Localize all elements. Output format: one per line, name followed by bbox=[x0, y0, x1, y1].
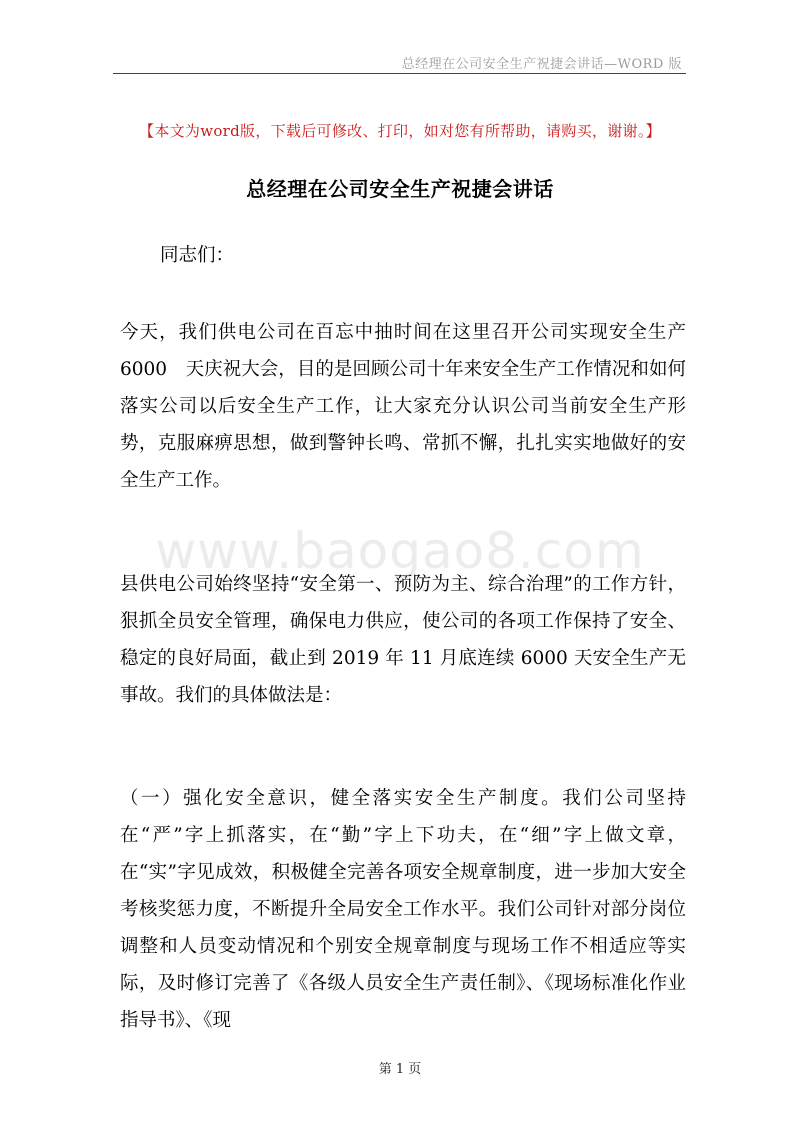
greeting: 同志们： bbox=[160, 245, 235, 266]
watermark: www.baogao8.com bbox=[155, 522, 645, 580]
running-header: 总经理在公司安全生产祝捷会讲话—WORD 版 bbox=[401, 57, 682, 72]
paragraph-3: （一）强化安全意识，健全落实安全生产制度。我们公司坚持在“严”字上抓落实，在“勤”字上下功夫，在“细”字上做文章，在“实”字见成效，积极健全完善各项安全规章制度，进一步加大安全考核奖惩力度，不断提升全局安全工作水平。我们公司针对部分岗位调整和人员变动情况和个别安全规章制度与现场工作不相适应等实际，及时修订完善了《各级人员安全生产责任制》、《现场标准化作业指导书》、《现 bbox=[120, 788, 686, 1031]
paragraph-1: 今天，我们供电公司在百忘中抽时间在这里召开公司实现安全生产6000 天庆祝大会，目的是回顾公司十年来安全生产工作情况和如何落实公司以后安全生产工作，让大家充分认识公司当前安全生产形势，克服麻痹思想，做到警钟长鸣、常抓不懈，扎扎实实地做好的安全生产工作。 bbox=[120, 322, 686, 491]
download-notice: 【本文为word版，下载后可修改、打印，如对您有所帮助，请购买，谢谢。】 bbox=[139, 122, 661, 140]
document-title: 总经理在公司安全生产祝捷会讲话 bbox=[246, 177, 554, 201]
page-number: 第 1 页 bbox=[378, 1062, 422, 1077]
paragraph-2: 县供电公司始终坚持“安全第一、预防为主、综合治理”的工作方针，狠抓全员安全管理，确保电力供应，使公司的各项工作保持了安全、稳定的良好局面，截止到 2019 年 11 月底连续 6000 天安全生产无事故。我们的具体做法是： bbox=[120, 574, 686, 706]
header-divider bbox=[113, 73, 686, 74]
